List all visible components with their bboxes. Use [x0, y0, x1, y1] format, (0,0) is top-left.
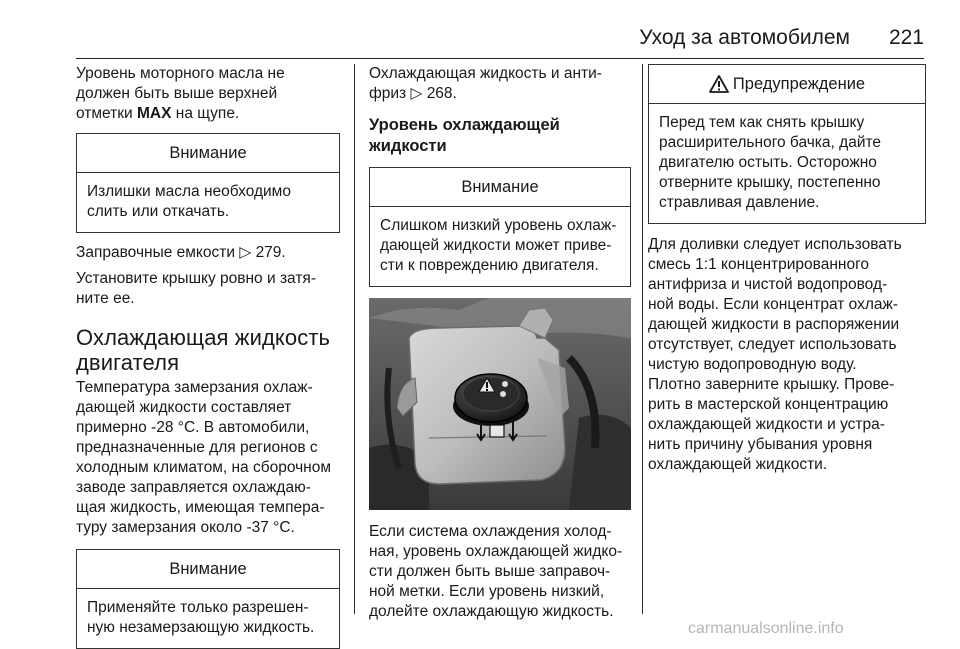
refill-instructions-paragraph: Для доливки следует использовать смесь 1:1 концентрированного антифриза и чистой водопровод- ной воды. Если концентрат охлаж- дающей жидкости в распоряжении отсутствует, следует использовать чистую водопроводную воду. Плотно заверните крышку. Прове- рить в мастерской концентрацию охлаждающей жидкости и устра- нить причину убывания уровня охлаждающей жидкости.: [648, 236, 902, 473]
notice-title: Внимание: [77, 134, 339, 173]
cap-paragraph: Установите крышку ровно и затя- ните ее.: [76, 270, 316, 307]
coolant-level-heading: Уровень охлаждающей жидкости: [369, 116, 560, 155]
column-2: [369, 64, 631, 622]
capacities-reference: Заправочные емкости ▷ 279.: [76, 244, 286, 261]
column-divider-2: [642, 64, 643, 614]
notice-box-oil: [76, 133, 340, 233]
max-mark: MAX: [137, 105, 172, 122]
cold-level-paragraph: Если система охлаждения холод- ная, уровень охлаждающей жидко- сти должен быть выше заправоч- ной метки. Если уровень низкий, долейте охлаждающую жидкость.: [369, 523, 623, 620]
notice-title: Внимание: [77, 550, 339, 589]
column-divider-1: [354, 64, 355, 614]
page-header: [76, 22, 924, 59]
notice-body: Слишком низкий уровень охлаж- дающей жидкости может приве- сти к повреждению двигателя.: [380, 217, 617, 274]
column-3: [648, 64, 926, 475]
notice-box-antifreeze: [76, 549, 340, 649]
source-watermark: carmanualsonline.info: [688, 620, 844, 637]
coolant-reservoir-photo: [369, 298, 631, 510]
warning-triangle-icon: [709, 75, 729, 93]
warning-body: Перед тем как снять крышку расширительного бачка, дайте двигателю остыть. Осторожно отверните крышку, постепенно стравливая давление.: [659, 114, 882, 211]
freezing-point-paragraph: Температура замерзания охлаж- дающей жидкости составляет примерно -28 °C. В автомобили, предназначенные для регионов с холодным климатом, на сборочном заводе заправляется охлаждаю- щая жидкость, имеющая темпера- туру замерзания около -37 °C.: [76, 379, 332, 536]
column-1: [76, 64, 340, 649]
warning-box: [648, 64, 926, 224]
oil-level-paragraph: Уровень моторного масла не должен быть выше верхней отметки MAX на щупе.: [76, 65, 285, 122]
coolant-reservoir-illustration: [369, 298, 631, 510]
page-number: 221: [888, 26, 924, 49]
reference-arrow-icon: ▷: [239, 244, 252, 261]
page-title: Уход за автомобилем: [639, 26, 850, 49]
reference-arrow-icon: ▷: [410, 85, 423, 102]
coolant-reference: Охлаждающая жидкость и анти- фриз ▷ 268.: [369, 65, 602, 102]
notice-body: Применяйте только разрешен- ную незамерзающую жидкость.: [87, 599, 315, 636]
notice-box-low-level: [369, 167, 631, 287]
notice-body: Излишки масла необходимо слить или откачать.: [87, 183, 291, 220]
warning-title: Предупреждение: [649, 65, 925, 104]
notice-title: Внимание: [370, 168, 630, 207]
coolant-section-heading: Охлаждающая жидкость двигателя: [76, 325, 331, 375]
